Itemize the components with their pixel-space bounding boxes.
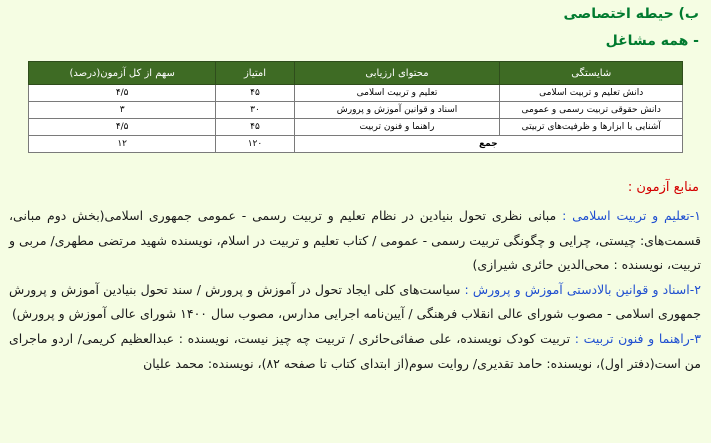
cell-competency: دانش حقوقی تربیت رسمی و عمومی — [500, 102, 683, 119]
header-score: امتیاز — [216, 62, 294, 85]
cell-score: ۳۰ — [216, 102, 294, 119]
cell-share: ۳ — [29, 102, 216, 119]
table-row — [29, 119, 683, 136]
cell-competency: آشنایی با ابزارها و ظرفیت‌های تربیتی — [500, 119, 683, 136]
header-content: محتوای ارزیابی — [294, 62, 500, 85]
header-competency: شایستگی — [500, 62, 683, 85]
cell-content: راهنما و فنون تربیت — [294, 119, 500, 136]
source-title: اسناد و قوانین بالادستی آموزش و پرورش : — [464, 281, 690, 297]
header-share: سهم از کل آزمون(درصد) — [29, 62, 216, 85]
section-heading: ب) حیطه اختصاصی — [563, 6, 699, 22]
table-header-row — [29, 62, 683, 85]
sources-title: منابع آزمون : — [627, 180, 699, 195]
assessment-table — [28, 61, 683, 153]
total-share: ۱۲ — [29, 136, 216, 153]
cell-share: ۴/۵ — [29, 119, 216, 136]
source-text: مبانی نظری تحول بنیادین در نظام تعلیم و تربیت رسمی - عمومی جمهوری اسلامی(بخش دوم مبانی، قسمت‌های: چیستی، چرایی و چگونگی تربیت رسمی - عمومی / کتاب تعلیم و تربیت در اسلام، نویسنده شهید مرتضی مطهری/ مربی و تربیت، نویسنده : محی‌الدین حائری شیرازی) — [9, 208, 701, 273]
source-title: تعلیم و تربیت اسلامی : — [562, 208, 690, 223]
sources-list — [9, 204, 701, 376]
source-number: ۱- — [689, 208, 701, 223]
source-text: تربیت کودک نویسنده، علی صفائی‌حائری / تربیت چه چیز نیست، نویسنده : عبدالعظیم کریمی/ اردو ماجرای من است(دفتر اول)، نویسنده: حامد تقدیری/ روایت سوم(از ابتدای کتاب تا صفحه ۸۲)، نویسنده: محمد علیان — [9, 330, 701, 371]
source-number: ۳- — [689, 330, 701, 346]
total-score: ۱۲۰ — [216, 136, 294, 153]
source-number: ۲- — [689, 281, 701, 297]
cell-content: تعلیم و تربیت اسلامی — [294, 85, 500, 102]
source-item — [9, 327, 701, 376]
cell-score: ۴۵ — [216, 85, 294, 102]
total-label: جمع — [294, 136, 682, 153]
source-item — [9, 204, 701, 278]
cell-competency: دانش تعلیم و تربیت اسلامی — [500, 85, 683, 102]
table-total-row — [29, 136, 683, 153]
cell-share: ۴/۵ — [29, 85, 216, 102]
table-row — [29, 102, 683, 119]
source-title: راهنما و فنون تربیت : — [574, 330, 690, 346]
section-subheading: - همه مشاغل — [605, 33, 699, 49]
table-row — [29, 85, 683, 102]
cell-content: اسناد و قوانین آموزش و پرورش — [294, 102, 500, 119]
cell-score: ۴۵ — [216, 119, 294, 136]
source-text: سیاست‌های کلی ایجاد تحول در آموزش و پرورش / سند تحول بنیادین آموزش و پرورش جمهوری اسلامی - مصوب شورای عالی انقلاب فرهنگی / آیین‌نامه اجرایی مدارس، مصوب سال ۱۴۰۰ شورای عالی آموزش و پرورش) — [9, 281, 701, 322]
source-item — [9, 278, 701, 327]
